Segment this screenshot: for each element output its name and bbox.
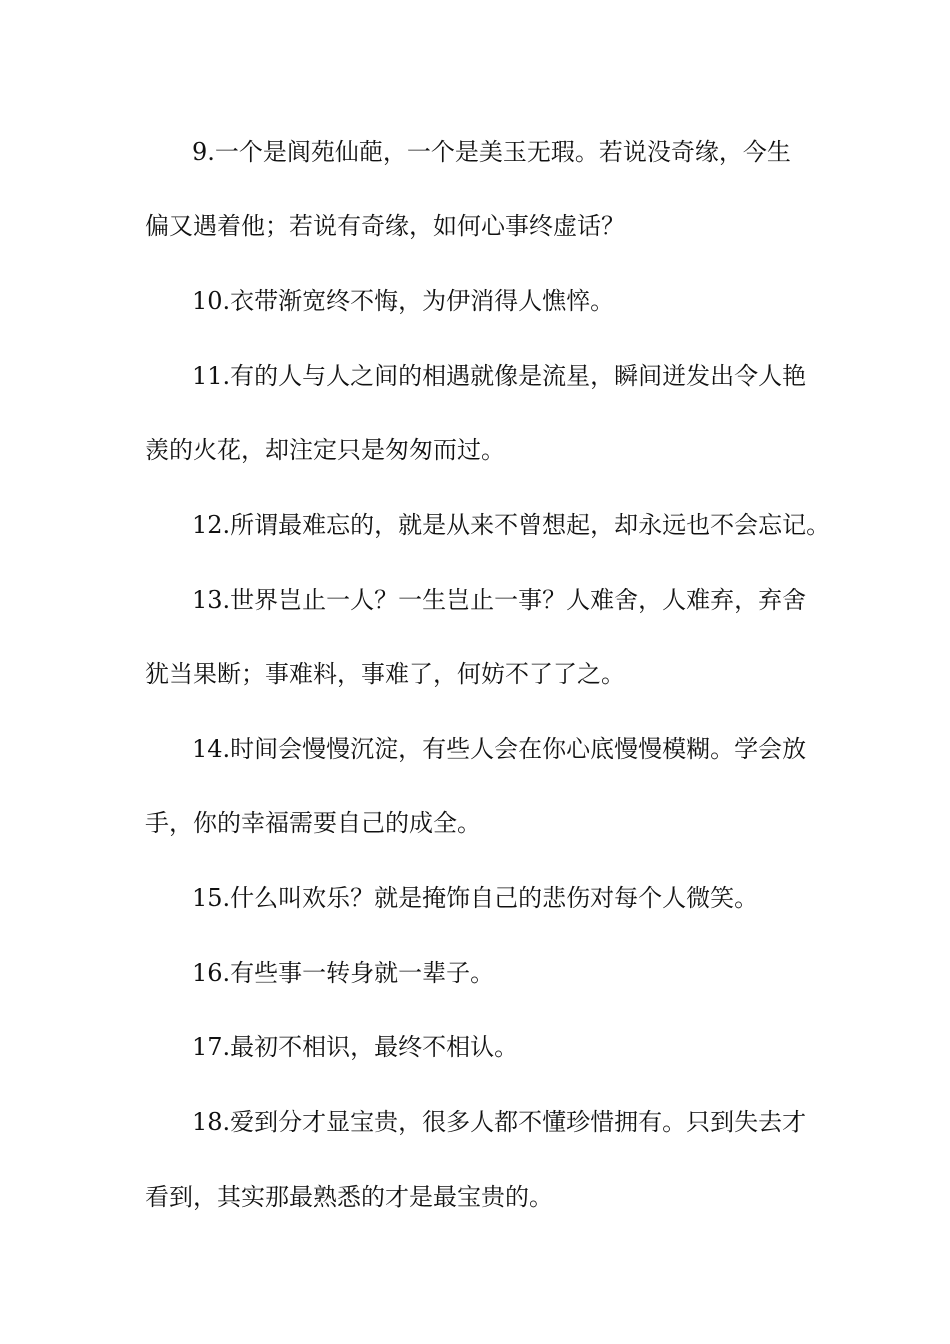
paragraph-13-line-2: 犹当果断；事难料，事难了，何妨不了了之。 — [145, 660, 625, 688]
paragraph-10-line-1: 10.衣带渐宽终不悔，为伊消得人憔悴。 — [192, 287, 615, 315]
paragraph-9-line-1: 9.一个是阆苑仙葩，一个是美玉无瑕。若说没奇缘，今生 — [192, 138, 791, 166]
paragraph-18-line-2: 看到，其实那最熟悉的才是最宝贵的。 — [145, 1183, 553, 1211]
paragraph-14-line-2: 手，你的幸福需要自己的成全。 — [145, 809, 481, 837]
paragraph-11-line-2: 羡的火花，却注定只是匆匆而过。 — [145, 436, 505, 464]
paragraph-17-line-1: 17.最初不相识，最终不相认。 — [192, 1033, 519, 1061]
paragraph-15-line-1: 15.什么叫欢乐？就是掩饰自己的悲伤对每个人微笑。 — [192, 884, 759, 912]
paragraph-12-line-1: 12.所谓最难忘的，就是从来不曾想起，却永远也不会忘记。 — [192, 511, 831, 539]
paragraph-16-line-1: 16.有些事一转身就一辈子。 — [192, 959, 495, 987]
paragraph-11-line-1: 11.有的人与人之间的相遇就像是流星，瞬间迸发出令人艳 — [192, 362, 807, 390]
paragraph-18-line-1: 18.爱到分才显宝贵，很多人都不懂珍惜拥有。只到失去才 — [192, 1108, 807, 1136]
paragraph-13-line-1: 13.世界岂止一人？一生岂止一事？人难舍，人难弃，弃舍 — [192, 586, 807, 614]
paragraph-14-line-1: 14.时间会慢慢沉淀，有些人会在你心底慢慢模糊。学会放 — [192, 735, 807, 763]
paragraph-9-line-2: 偏又遇着他；若说有奇缘，如何心事终虚话？ — [145, 212, 625, 240]
